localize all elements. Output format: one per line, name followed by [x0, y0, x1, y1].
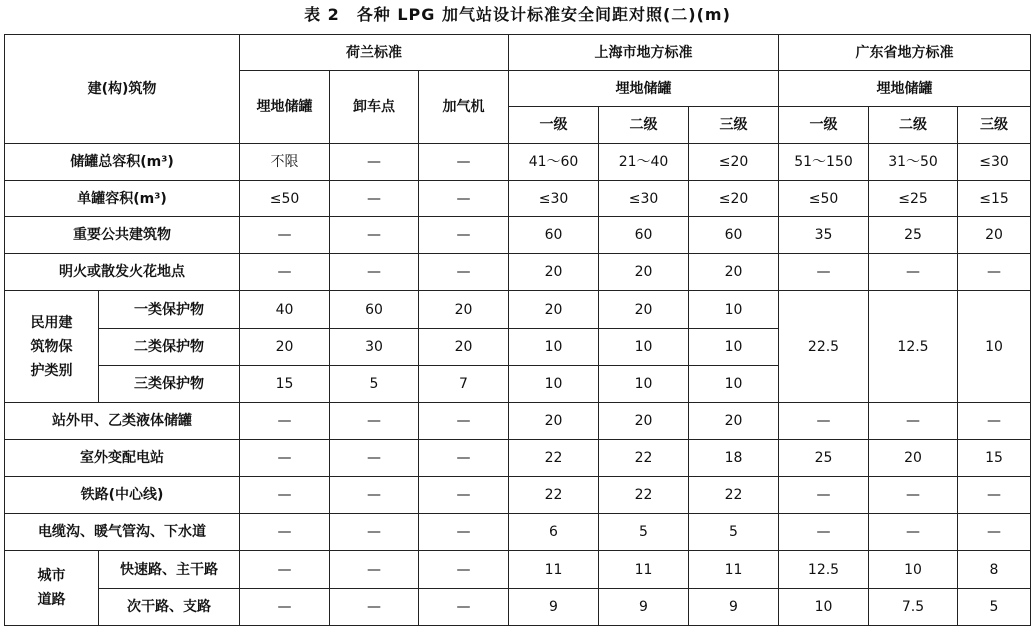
data-cell: —	[240, 440, 330, 477]
group-civil-label-line: 护类别	[30, 362, 73, 379]
data-cell: 5	[330, 366, 419, 403]
data-cell: 11	[689, 551, 779, 589]
data-cell: 20	[599, 403, 689, 440]
data-cell: —	[419, 589, 509, 626]
header-gd-grade-1: 一级	[779, 107, 869, 144]
data-cell: 21～40	[599, 144, 689, 181]
data-cell: 51～150	[779, 144, 869, 181]
data-cell: —	[330, 589, 419, 626]
data-cell: —	[240, 254, 330, 291]
data-cell: 10	[779, 589, 869, 626]
header-netherlands: 荷兰标准	[240, 35, 509, 71]
data-cell: 8	[958, 551, 1031, 589]
data-cell: —	[240, 477, 330, 514]
header-shanghai: 上海市地方标准	[509, 35, 779, 71]
data-cell: 20	[869, 440, 958, 477]
data-cell: —	[419, 217, 509, 254]
header-gd-tank: 埋地储罐	[779, 71, 1031, 107]
data-cell: 20	[599, 291, 689, 329]
header-nl-dispenser: 加气机	[419, 71, 509, 144]
header-gd-grade-3: 三级	[958, 107, 1031, 144]
data-cell: 5	[689, 514, 779, 551]
data-cell: 10	[509, 366, 599, 403]
data-cell: —	[330, 254, 419, 291]
data-cell: ≤20	[689, 181, 779, 217]
data-cell: ≤30	[599, 181, 689, 217]
data-cell: —	[779, 254, 869, 291]
header-sh-tank: 埋地储罐	[509, 71, 779, 107]
table-row	[5, 254, 1031, 291]
data-cell: ≤50	[779, 181, 869, 217]
data-cell: 15	[958, 440, 1031, 477]
data-cell: —	[779, 477, 869, 514]
data-cell: —	[419, 403, 509, 440]
data-cell: ≤20	[689, 144, 779, 181]
data-cell: —	[419, 477, 509, 514]
group-road-label-line: 道路	[37, 592, 66, 608]
data-cell: 10	[689, 366, 779, 403]
data-cell: ≤30	[509, 181, 599, 217]
data-cell: 35	[779, 217, 869, 254]
data-cell: 20	[509, 291, 599, 329]
data-cell: —	[869, 477, 958, 514]
data-cell: 60	[509, 217, 599, 254]
row-label: 铁路(中心线)	[5, 477, 240, 514]
data-cell: 11	[509, 551, 599, 589]
data-cell: 60	[689, 217, 779, 254]
data-cell: —	[869, 254, 958, 291]
data-cell: 18	[689, 440, 779, 477]
data-cell: 9	[509, 589, 599, 626]
header-row-1	[5, 35, 1031, 71]
data-cell: —	[330, 514, 419, 551]
data-cell: 7	[419, 366, 509, 403]
data-cell: 不限	[240, 144, 330, 181]
data-cell: 22	[509, 440, 599, 477]
group-civil-label-line: 筑物保	[30, 338, 73, 355]
data-cell: 10	[509, 329, 599, 366]
data-cell: ≤30	[958, 144, 1031, 181]
data-cell: 22	[509, 477, 599, 514]
header-building: 建(构)筑物	[5, 35, 240, 144]
data-cell: 22	[599, 440, 689, 477]
data-cell: 20	[958, 217, 1031, 254]
data-cell: —	[240, 514, 330, 551]
row-label: 一类保护物	[99, 291, 240, 329]
data-cell: 20	[689, 403, 779, 440]
data-cell: 20	[509, 403, 599, 440]
data-cell: 9	[689, 589, 779, 626]
data-cell: ≤15	[958, 181, 1031, 217]
table-row	[5, 217, 1031, 254]
data-cell: —	[869, 514, 958, 551]
table-row	[5, 477, 1031, 514]
table-row	[5, 589, 1031, 626]
table-row	[5, 551, 1031, 589]
header-sh-grade-1: 一级	[509, 107, 599, 144]
data-cell: 20	[509, 254, 599, 291]
data-cell: 10	[599, 366, 689, 403]
data-cell: —	[779, 403, 869, 440]
data-cell: 7.5	[869, 589, 958, 626]
data-cell: —	[419, 144, 509, 181]
data-cell: —	[330, 551, 419, 589]
table-row	[5, 514, 1031, 551]
group-road-label-line: 城市	[37, 568, 66, 584]
row-label: 站外甲、乙类液体储罐	[5, 403, 240, 440]
data-cell: 30	[330, 329, 419, 366]
data-cell: —	[419, 551, 509, 589]
data-cell: 20	[419, 291, 509, 329]
data-cell: —	[779, 514, 869, 551]
group-civil-protection	[5, 291, 99, 403]
merged-civil-cell: 22.5	[779, 291, 869, 403]
header-gd-grade-2: 二级	[869, 107, 958, 144]
header-sh-grade-3: 三级	[689, 107, 779, 144]
row-label: 室外变配电站	[5, 440, 240, 477]
row-label: 单罐容积(m³)	[5, 181, 240, 217]
data-cell: —	[330, 440, 419, 477]
table-row	[5, 440, 1031, 477]
data-cell: 60	[330, 291, 419, 329]
data-cell: 40	[240, 291, 330, 329]
data-cell: —	[240, 403, 330, 440]
data-cell: —	[330, 477, 419, 514]
data-cell: —	[330, 403, 419, 440]
data-cell: 12.5	[779, 551, 869, 589]
header-guangdong: 广东省地方标准	[779, 35, 1031, 71]
data-cell: 41～60	[509, 144, 599, 181]
data-cell: ≤25	[869, 181, 958, 217]
data-cell: 5	[958, 589, 1031, 626]
data-cell: —	[419, 514, 509, 551]
row-label: 快速路、主干路	[99, 551, 240, 589]
data-cell: —	[419, 440, 509, 477]
data-cell: —	[958, 514, 1031, 551]
data-cell: —	[330, 217, 419, 254]
data-cell: 20	[240, 329, 330, 366]
table-row	[5, 403, 1031, 440]
header-nl-unload: 卸车点	[330, 71, 419, 144]
header-nl-tank: 埋地储罐	[240, 71, 330, 144]
data-cell: —	[419, 254, 509, 291]
group-city-road	[5, 551, 99, 626]
data-cell: —	[330, 181, 419, 217]
row-label: 二类保护物	[99, 329, 240, 366]
safety-distance-table	[4, 34, 1031, 626]
row-label: 次干路、支路	[99, 589, 240, 626]
header-sh-grade-2: 二级	[599, 107, 689, 144]
row-label: 重要公共建筑物	[5, 217, 240, 254]
data-cell: 5	[599, 514, 689, 551]
data-cell: 15	[240, 366, 330, 403]
data-cell: 25	[779, 440, 869, 477]
data-cell: —	[958, 254, 1031, 291]
data-cell: 22	[689, 477, 779, 514]
data-cell: —	[958, 477, 1031, 514]
data-cell: 6	[509, 514, 599, 551]
group-civil-label-line: 民用建	[30, 314, 73, 331]
data-cell: 20	[689, 254, 779, 291]
data-cell: 22	[599, 477, 689, 514]
data-cell: 10	[689, 291, 779, 329]
row-label: 储罐总容积(m³)	[5, 144, 240, 181]
row-label: 三类保护物	[99, 366, 240, 403]
data-cell: —	[240, 551, 330, 589]
table-row	[5, 181, 1031, 217]
data-cell: 60	[599, 217, 689, 254]
data-cell: ≤50	[240, 181, 330, 217]
table-title: 表 2 各种 LPG 加气站设计标准安全间距对照(二)(m)	[304, 5, 731, 24]
data-cell: —	[869, 403, 958, 440]
row-label: 明火或散发火花地点	[5, 254, 240, 291]
data-cell: 10	[599, 329, 689, 366]
merged-civil-cell: 10	[958, 291, 1031, 403]
data-cell: —	[958, 403, 1031, 440]
table-row	[5, 291, 1031, 329]
table-row	[5, 144, 1031, 181]
data-cell: 31～50	[869, 144, 958, 181]
row-label: 电缆沟、暖气管沟、下水道	[5, 514, 240, 551]
data-cell: —	[330, 144, 419, 181]
data-cell: 10	[869, 551, 958, 589]
merged-civil-cell: 12.5	[869, 291, 958, 403]
data-cell: 11	[599, 551, 689, 589]
data-cell: 10	[689, 329, 779, 366]
data-cell: 25	[869, 217, 958, 254]
data-cell: —	[419, 181, 509, 217]
data-cell: —	[240, 217, 330, 254]
data-cell: 20	[599, 254, 689, 291]
data-cell: —	[240, 589, 330, 626]
data-cell: 20	[419, 329, 509, 366]
data-cell: 9	[599, 589, 689, 626]
